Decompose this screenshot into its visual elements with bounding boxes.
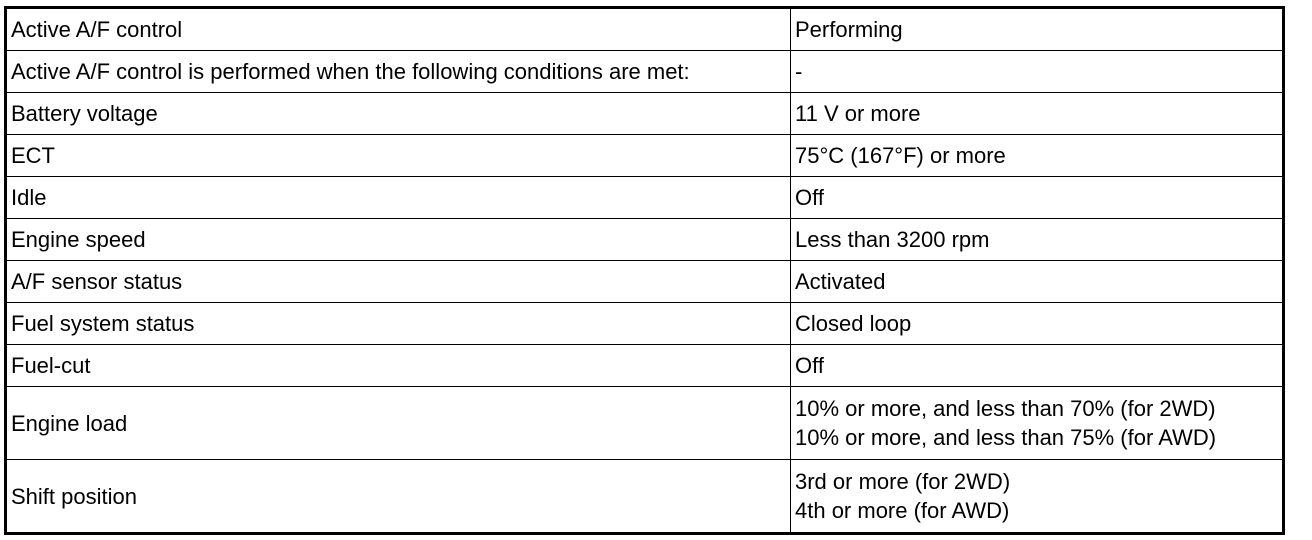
row-value	[791, 8, 1284, 51]
row-value	[791, 303, 1284, 345]
row-value-line: 10% or more, and less than 75% (for AWD)	[795, 425, 1217, 450]
row-label: Fuel-cut	[6, 345, 791, 387]
table-row	[6, 261, 1284, 303]
table-row	[6, 93, 1284, 135]
row-value-line: 3rd or more (for 2WD)	[795, 469, 1011, 494]
row-value	[791, 460, 1284, 534]
row-label: Fuel system status	[6, 303, 791, 345]
conditions-table	[4, 6, 1285, 535]
row-value-line: Performing	[795, 17, 903, 42]
row-label: A/F sensor status	[6, 261, 791, 303]
row-value	[791, 135, 1284, 177]
row-value	[791, 345, 1284, 387]
conditions-table-container	[4, 6, 1282, 535]
row-value	[791, 93, 1284, 135]
row-value-line: 11 V or more	[795, 101, 921, 126]
table-row	[6, 345, 1284, 387]
row-value	[791, 219, 1284, 261]
row-label: Active A/F control is performed when the following conditions are met:	[6, 51, 791, 93]
row-value-line: 75°C (167°F) or more	[795, 143, 1006, 168]
row-value	[791, 51, 1284, 93]
row-value	[791, 261, 1284, 303]
row-value-line: -	[795, 59, 803, 84]
row-value-line: Activated	[795, 269, 886, 294]
row-label: Engine speed	[6, 219, 791, 261]
row-value-line: Off	[795, 353, 824, 378]
row-label: ECT	[6, 135, 791, 177]
table-row	[6, 219, 1284, 261]
row-label: Shift position	[6, 460, 791, 534]
row-value	[791, 387, 1284, 460]
table-row	[6, 460, 1284, 534]
row-value-line: Less than 3200 rpm	[795, 227, 990, 252]
table-row	[6, 177, 1284, 219]
row-label: Active A/F control	[6, 8, 791, 51]
row-label: Engine load	[6, 387, 791, 460]
table-row	[6, 387, 1284, 460]
row-label: Idle	[6, 177, 791, 219]
row-value-line: 10% or more, and less than 70% (for 2WD)	[795, 396, 1216, 421]
row-label: Battery voltage	[6, 93, 791, 135]
table-row	[6, 135, 1284, 177]
row-value-line: Off	[795, 185, 824, 210]
row-value-line: 4th or more (for AWD)	[795, 498, 1010, 523]
row-value-line: Closed loop	[795, 311, 912, 336]
row-value	[791, 177, 1284, 219]
table-row	[6, 303, 1284, 345]
table-row	[6, 51, 1284, 93]
table-row	[6, 8, 1284, 51]
